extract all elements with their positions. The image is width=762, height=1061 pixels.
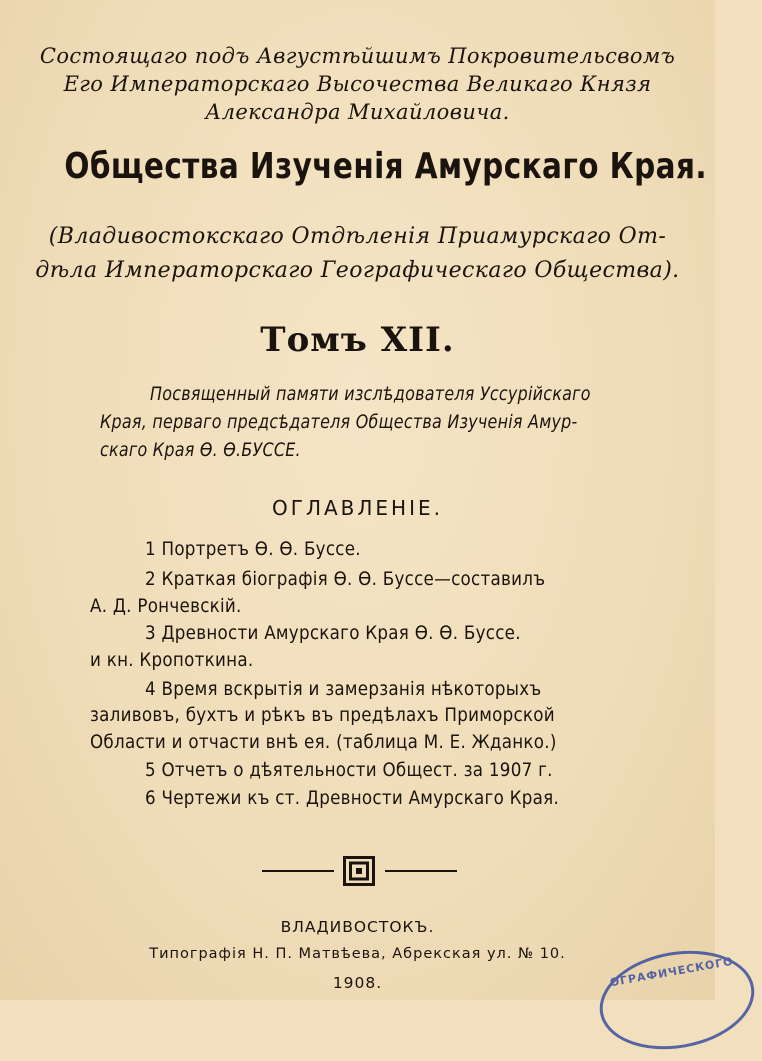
dedication-line-3: скаго Края Ѳ. Ѳ.БУССЕ. bbox=[100, 440, 301, 461]
subtitle-line-1: (Владивостокскаго Отдѣленія Приамурскаго От- bbox=[48, 224, 667, 249]
ornament-icon bbox=[343, 856, 375, 886]
volume-heading: Томъ XII. bbox=[260, 320, 455, 360]
stamp-text: ОГРАФИЧЕСКОГО bbox=[608, 954, 735, 990]
contents-heading: ОГЛАВЛЕНІЕ. bbox=[272, 496, 443, 520]
patronage-line-2: Его Императорскаго Высочества Великаго Князя bbox=[63, 72, 652, 96]
patronage-line-1: Состоящаго подъ Августѣйшимъ Покровительсвомъ bbox=[39, 44, 676, 68]
contents-item-5: 5 Отчетъ о дѣятельности Общест. за 1907 г. bbox=[145, 759, 553, 781]
divider-right bbox=[385, 870, 457, 872]
contents-item-4: 4 Время вскрытія и замерзанія нѣкоторыхъ bbox=[145, 678, 542, 700]
contents-item-4-cont-2: Области и отчасти внѣ ея. (таблица М. Е. Жданко.) bbox=[90, 731, 557, 753]
dedication-line-2: Края, перваго предсѣдателя Общества Изученія Амур- bbox=[100, 412, 578, 433]
page-title: Общества Изученія Амурскаго Края. bbox=[64, 146, 707, 187]
imprint-year: 1908. bbox=[332, 974, 383, 992]
contents-item-3: 3 Древности Амурскаго Края Ѳ. Ѳ. Буссе. bbox=[145, 622, 521, 644]
contents-item-3-cont: и кн. Кропоткина. bbox=[90, 649, 254, 671]
divider-left bbox=[262, 870, 334, 872]
patronage-line-3: Александра Михайловича. bbox=[205, 100, 510, 124]
imprint-printer: Типографія Н. П. Матвѣева, Абрекская ул. № 10. bbox=[149, 946, 566, 962]
contents-item-6: 6 Чертежи къ ст. Древности Амурскаго Края. bbox=[145, 787, 560, 809]
contents-item-2-cont: А. Д. Рончевскій. bbox=[90, 595, 242, 617]
contents-item-4-cont-1: заливовъ, бухтъ и рѣкъ въ предѣлахъ Приморской bbox=[90, 704, 555, 726]
imprint-city: ВЛАДИВОСТОКЪ. bbox=[280, 918, 435, 936]
dedication-line-1: Посвященный памяти изслѣдователя Уссурійскаго bbox=[150, 384, 591, 405]
contents-item-2: 2 Краткая біографія Ѳ. Ѳ. Буссе—составилъ bbox=[145, 568, 546, 590]
subtitle-line-2: дѣла Императорскаго Географическаго Общества). bbox=[35, 258, 680, 283]
contents-item-1: 1 Портретъ Ѳ. Ѳ. Буссе. bbox=[145, 538, 361, 560]
